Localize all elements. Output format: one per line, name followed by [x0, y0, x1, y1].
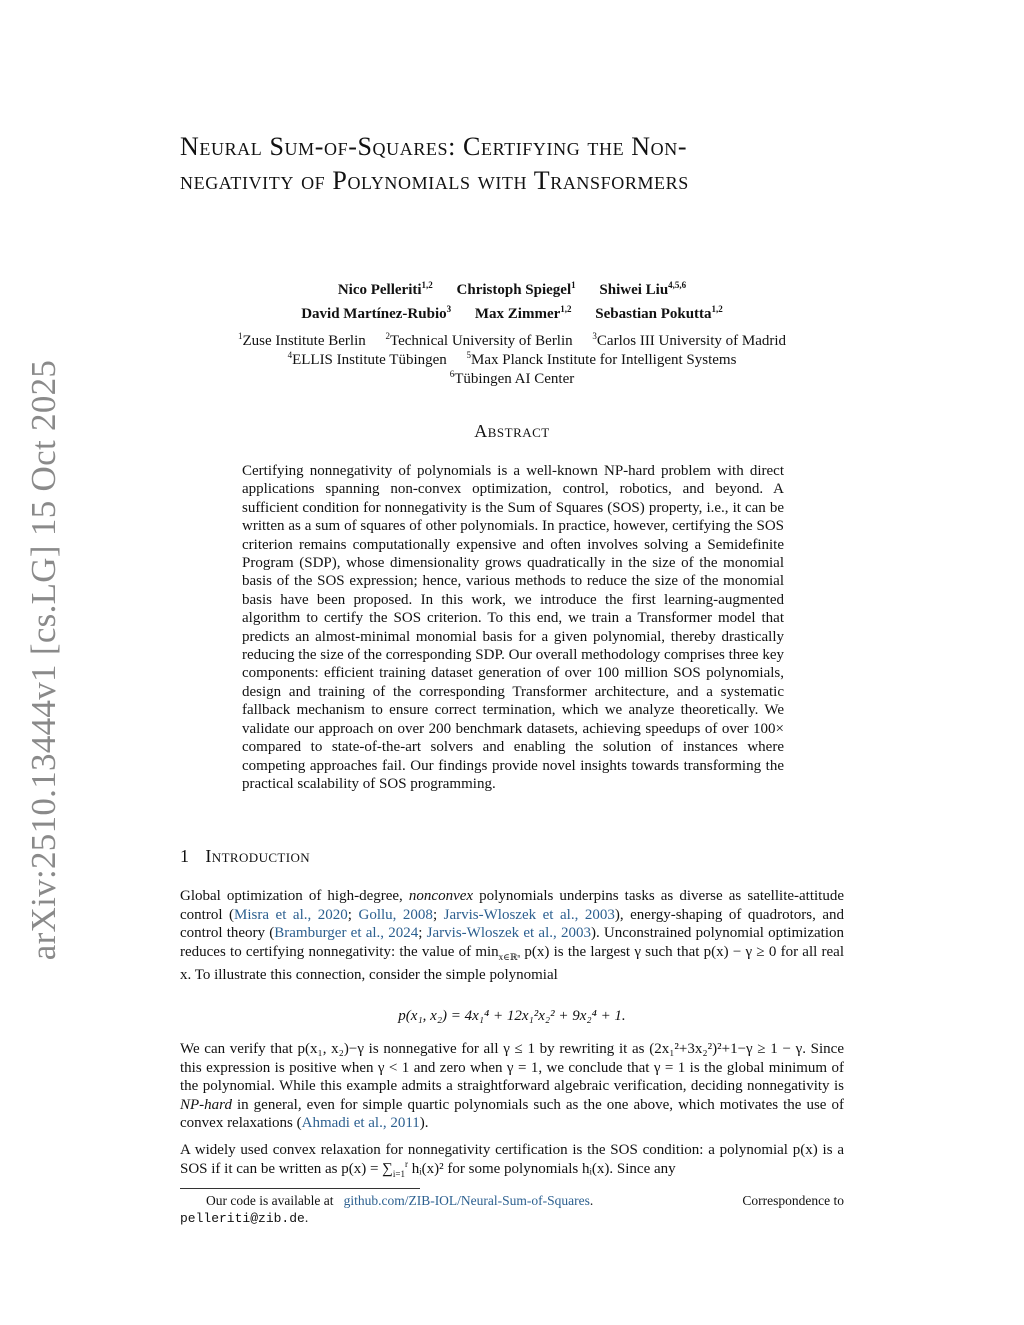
citation-link[interactable]: Ahmadi et al., 2011 [301, 1115, 420, 1132]
title-line-2: negativity of Polynomials with Transformers [180, 166, 689, 195]
section-heading [180, 846, 310, 867]
intro-paragraph-1: Global optimization of high-degree, nonconvex polynomials underpins tasks as diverse as satellite-attitude control (Misra et al., 2020; Gollu, 2008; Jarvis-Wloszek et al., 2003), energy-shaping of quadrotors, and control theory (Bramburger et al., 2024; Jarvis-Wloszek et al., 2003). Unconstrained polynomial optimization reduces to certifying nonnegativity: the value of $\min_{x\in ℝ^n} p(x)$ is the largest γ such that p(x) − γ ≥ 0 for all real x. To illustrate this connection, consider the simple polynomial [180, 888, 845, 984]
author: Christoph Spiegel$^1$ [456, 280, 576, 298]
title-line-1: Neural Sum-of-Squares: Certifying the Non- [180, 132, 688, 161]
citation-link[interactable]: Misra et al., 2020 [234, 906, 348, 923]
affiliation: $^4$ELLIS Institute Tübingen [287, 350, 447, 368]
abstract-heading: Abstract [474, 421, 550, 441]
author: Max Zimmer$^{1,2}$ [474, 304, 572, 322]
author: David Martínez-Rubio$^3$ [301, 304, 452, 322]
affiliation-list [180, 332, 844, 389]
abstract-text: Certifying nonnegativity of polynomials is a well-known NP-hard problem with direct applications spanning non-convex optimization, control, robotics, and beyond. A sufficient condition for nonnegativity is the Sum of Squares (SOS) property, i.e., it can be written as a sum of squares of other polynomials. In practice, however, certifying the SOS criterion remains computationally expensive and often involves solving a Semidefinite Program (SDP), whose dimensionality grows quadratically in the size of the monomial basis of the SOS expression; hence, various methods to reduce the size of the monomial basis have been proposed. In this work, we introduce the first learning-augmented algorithm to certify the SOS criterion. To this end, we train a Transformer model that predicts an almost-minimal monomial basis for a given polynomial, thereby drastically reducing the size of the corresponding SDP. Our overall methodology comprises three key components: efficient training dataset generation of over 100 million SOS polynomials, design and training of the corresponding Transformer architecture, and a systematic fallback mechanism to ensure correct termination, which we analyze theoretically. We validate our approach on over 200 benchmark datasets, achieving speedups of over 100× compared to state-of-the-art solvers and enabling the solution of instances where competing approaches fail. Our findings provide novel insights towards transforming the practical scalability of SOS programming. [242, 463, 784, 792]
citation-link[interactable]: Jarvis-Wloszek et al., 2003 [443, 906, 615, 923]
author: Sebastian Pokutta$^{1,2}$ [595, 304, 723, 322]
affiliation: $^5$Max Planck Institute for Intelligent Systems [466, 350, 737, 368]
section-title: Introduction [205, 846, 311, 866]
citation-link[interactable]: Gollu, 2008 [358, 906, 433, 923]
affiliation: $^3$Carlos III University of Madrid [592, 331, 787, 349]
paper-title [180, 130, 844, 198]
author: Shiwei Liu$^{4,5,6}$ [599, 280, 687, 298]
affiliation: $^6$Tübingen AI Center [449, 369, 575, 387]
author-list [180, 278, 844, 326]
citation-link[interactable]: Bramburger et al., 2024 [274, 925, 419, 942]
footnote-divider [180, 1188, 420, 1189]
display-equation: p(x₁, x₂) = 4x₁⁴ + 12x₁²x₂² + 9x₂⁴ + 1. [398, 1008, 626, 1024]
email-link[interactable]: pelleriti@zib.de [180, 1211, 305, 1226]
footnote: Our code is available at github.com/ZIB-IOL/Neural-Sum-of-Squares. Correspondence to pelleriti@zib.de. [180, 1193, 844, 1226]
code-link[interactable]: github.com/ZIB-IOL/Neural-Sum-of-Squares [343, 1193, 590, 1208]
intro-paragraph-2: We can verify that p(x₁, x₂)−γ is nonnegative for all γ ≤ 1 by rewriting it as (2x₁²+3x₂²)²+1−γ ≥ 1 − γ. Since this expression is positive when γ < 1 and zero when γ = 1, we conclude that γ = 1 is the global minimum of the polynomial. While this example admits a straightforward algebraic verification, deciding nonnegativity is NP-hard in general, even for simple quartic polynomials such as the one above, which motivates the use of convex relaxations (Ahmadi et al., 2011). [180, 1041, 844, 1132]
citation-link[interactable]: Jarvis-Wloszek et al., 2003 [426, 925, 591, 942]
affiliation: $^1$Zuse Institute Berlin [237, 331, 366, 349]
author: Nico Pelleriti$^{1,2}$ [337, 280, 433, 298]
section-number: 1 [180, 846, 190, 866]
affiliation: $^2$Technical University of Berlin [385, 331, 573, 349]
intro-paragraph-3: A widely used convex relaxation for nonnegativity certification is the SOS condition: a polynomial p(x) is a SOS if it can be written as $p(x) = \sum_{i=1}^r$ hᵢ(x)² for some polynomials hᵢ(x). Since any [180, 1142, 844, 1179]
arxiv-id: arXiv:2510.13444v1 [cs.LG] 15 Oct 2025 [24, 359, 63, 961]
